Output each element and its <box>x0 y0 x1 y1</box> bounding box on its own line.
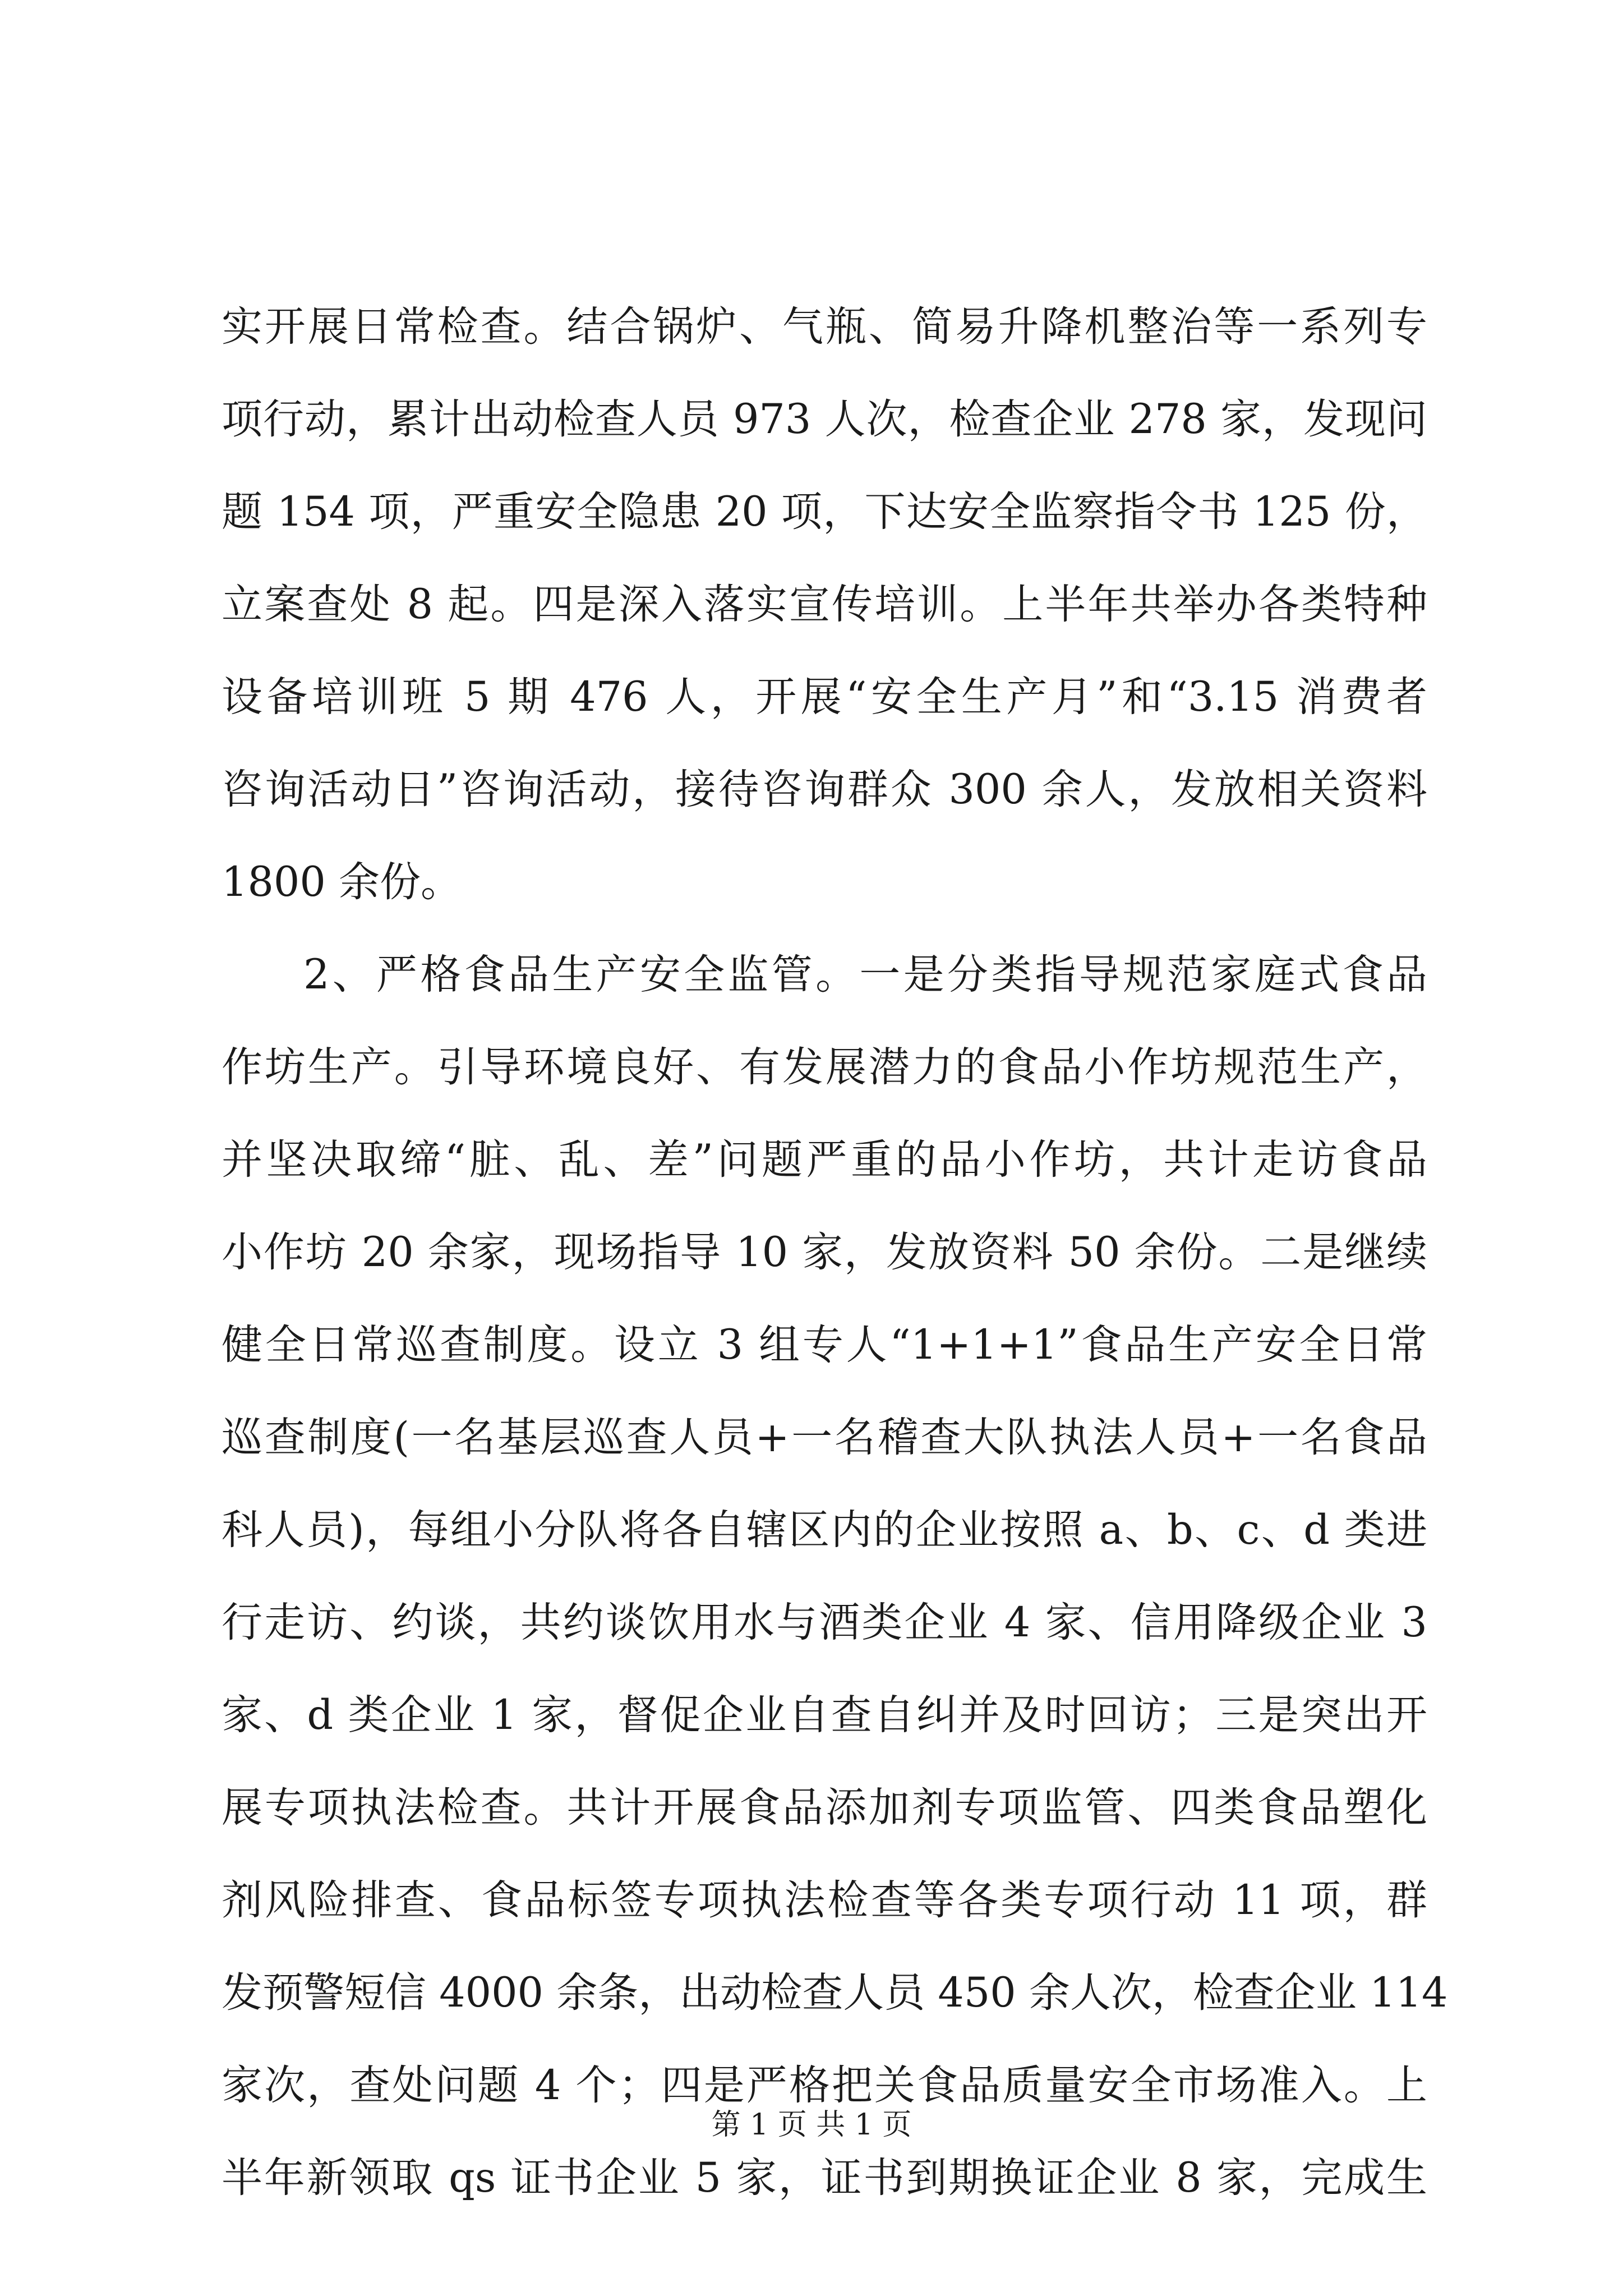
page-number-footer: 第 1 页 共 1 页 <box>711 2108 912 2142</box>
text-line: 健全日常巡查制度。设立 3 组专人“1+1+1”食品生产安全日常 <box>222 1321 1427 1369</box>
text-line: 实开展日常检查。结合锅炉、气瓶、简易升降机整治等一系列专 <box>222 303 1427 351</box>
text-line: 题 154 项，严重安全隐患 20 项，下达安全监察指令书 125 份， <box>222 488 1427 536</box>
text-line: 1800 余份。 <box>222 858 462 906</box>
paragraph-start-line: 2、严格食品生产安全监管。一是分类指导规范家庭式食品 <box>303 951 1427 999</box>
text-line: 科人员)，每组小分队将各自辖区内的企业按照 a、b、c、d 类进 <box>222 1506 1427 1554</box>
body-text <box>222 280 1448 2224</box>
text-line: 发预警短信 4000 余条，出动检查人员 450 余人次，检查企业 114 <box>222 1969 1448 2017</box>
text-line: 家次，查处问题 4 个；四是严格把关食品质量安全市场准入。上 <box>222 2062 1427 2109</box>
text-line: 咨询活动日”咨询活动，接待咨询群众 300 余人，发放相关资料 <box>222 766 1427 813</box>
text-line: 小作坊 20 余家，现场指导 10 家，发放资料 50 余份。二是继续 <box>222 1228 1427 1276</box>
text-line: 展专项执法检查。共计开展食品添加剂专项监管、四类食品塑化 <box>222 1784 1427 1832</box>
text-line: 家、d 类企业 1 家，督促企业自查自纠并及时回访；三是突出开 <box>222 1691 1427 1739</box>
text-line: 巡查制度(一名基层巡查人员+一名稽查大队执法人员+一名食品 <box>222 1414 1427 1461</box>
text-line: 项行动，累计出动检查人员 973 人次，检查企业 278 家，发现问 <box>222 395 1427 443</box>
text-line: 并坚决取缔“脏、乱、差”问题严重的品小作坊，共计走访食品 <box>222 1136 1427 1184</box>
text-line: 作坊生产。引导环境良好、有发展潜力的食品小作坊规范生产， <box>222 1043 1427 1091</box>
text-line: 行走访、约谈，共约谈饮用水与酒类企业 4 家、信用降级企业 3 <box>222 1599 1427 1646</box>
text-line: 剂风险排查、食品标签专项执法检查等各类专项行动 11 项，群 <box>222 1876 1427 1924</box>
text-line: 半年新领取 qs 证书企业 5 家，证书到期换证企业 8 家，完成生 <box>222 2154 1427 2202</box>
text-line: 设备培训班 5 期 476 人，开展“安全生产月”和“3.15 消费者 <box>222 673 1427 721</box>
text-line: 立案查处 8 起。四是深入落实宣传培训。上半年共举办各类特种 <box>222 581 1427 628</box>
